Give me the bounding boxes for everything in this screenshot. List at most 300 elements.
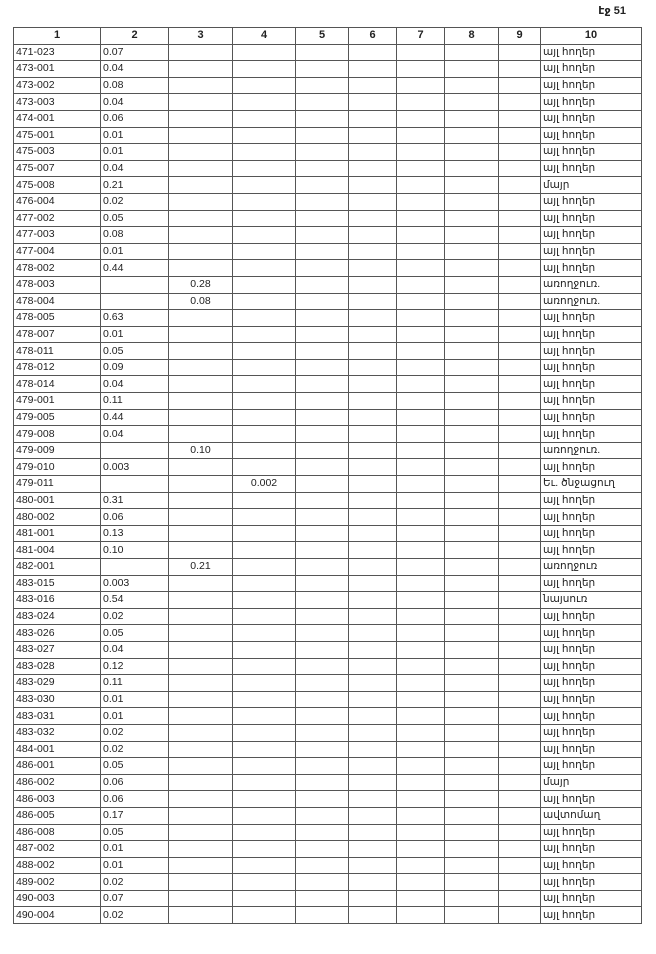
empty-cell [499,608,541,625]
cell-col-10: առողջուռ. [541,276,642,293]
cell-col-2 [101,476,169,493]
page-number: էջ 51 [598,5,626,17]
table-row [14,94,642,111]
cell-col-3 [169,890,233,907]
table-row [14,359,642,376]
cell-col-10: այլ հողեր [541,824,642,841]
cell-col-10: այլ հողեր [541,841,642,858]
empty-cell [296,658,349,675]
empty-cell [397,774,445,791]
header-row [14,28,642,45]
empty-cell [445,492,499,509]
empty-cell [397,376,445,393]
empty-cell [445,807,499,824]
empty-cell [397,741,445,758]
empty-cell [445,592,499,609]
empty-cell [349,160,397,177]
empty-cell [499,61,541,78]
cell-col-2: 0.04 [101,94,169,111]
cell-col-2: 0.003 [101,459,169,476]
empty-cell [397,227,445,244]
cell-col-1: 483-024 [14,608,101,625]
empty-cell [296,77,349,94]
empty-cell [397,144,445,161]
empty-cell [445,94,499,111]
empty-cell [499,807,541,824]
empty-cell [349,310,397,327]
empty-cell [349,61,397,78]
empty-cell [499,343,541,360]
empty-cell [445,874,499,891]
cell-col-10: այլ հողեր [541,758,642,775]
empty-cell [349,791,397,808]
empty-cell [349,77,397,94]
empty-cell [445,426,499,443]
empty-cell [296,94,349,111]
empty-cell [349,509,397,526]
empty-cell [499,824,541,841]
empty-cell [499,542,541,559]
cell-col-10: այլ հողեր [541,509,642,526]
table-row [14,791,642,808]
empty-cell [296,625,349,642]
empty-cell [499,741,541,758]
empty-cell [499,77,541,94]
table-row [14,691,642,708]
cell-col-10: այլ հողեր [541,691,642,708]
empty-cell [397,326,445,343]
cell-col-1: 490-003 [14,890,101,907]
empty-cell [397,492,445,509]
empty-cell [445,243,499,260]
column-header: 5 [296,28,349,45]
column-header: 7 [397,28,445,45]
cell-col-10: այլ հողեր [541,326,642,343]
empty-cell [499,774,541,791]
cell-col-2: 0.06 [101,110,169,127]
cell-col-2: 0.07 [101,890,169,907]
table-row [14,907,642,924]
empty-cell [397,260,445,277]
cell-col-4 [233,857,296,874]
cell-col-2 [101,442,169,459]
cell-col-10: նայսուռ [541,592,642,609]
empty-cell [296,807,349,824]
cell-col-4 [233,691,296,708]
cell-col-3 [169,708,233,725]
empty-cell [397,708,445,725]
cell-col-2: 0.63 [101,310,169,327]
cell-col-10: առողջուռ [541,559,642,576]
cell-col-10: այլ հողեր [541,61,642,78]
cell-col-3 [169,907,233,924]
cell-col-4 [233,592,296,609]
cell-col-4 [233,791,296,808]
empty-cell [445,177,499,194]
empty-cell [296,592,349,609]
table-row [14,758,642,775]
cell-col-1: 478-005 [14,310,101,327]
cell-col-4 [233,559,296,576]
empty-cell [445,608,499,625]
cell-col-10: այլ հողեր [541,310,642,327]
table-row [14,890,642,907]
empty-cell [296,857,349,874]
empty-cell [349,426,397,443]
cell-col-1: 489-002 [14,874,101,891]
cell-col-3 [169,874,233,891]
cell-col-2: 0.04 [101,641,169,658]
cell-col-4 [233,227,296,244]
cell-col-10: այլ հողեր [541,525,642,542]
empty-cell [397,393,445,410]
table-row [14,193,642,210]
cell-col-3: 0.08 [169,293,233,310]
cell-col-2: 0.02 [101,907,169,924]
cell-col-1: 483-027 [14,641,101,658]
empty-cell [349,210,397,227]
cell-col-2: 0.01 [101,326,169,343]
empty-cell [296,641,349,658]
empty-cell [296,44,349,61]
cell-col-3 [169,658,233,675]
column-header: 9 [499,28,541,45]
cell-col-1: 488-002 [14,857,101,874]
cell-col-2: 0.54 [101,592,169,609]
cell-col-2: 0.02 [101,608,169,625]
cell-col-10: այլ հողեր [541,77,642,94]
empty-cell [296,559,349,576]
cell-col-3 [169,61,233,78]
empty-cell [499,44,541,61]
cell-col-10: այլ հողեր [541,492,642,509]
cell-col-1: 486-001 [14,758,101,775]
table-row [14,708,642,725]
column-header: 3 [169,28,233,45]
cell-col-1: 477-003 [14,227,101,244]
empty-cell [397,44,445,61]
empty-cell [296,276,349,293]
empty-cell [296,243,349,260]
empty-cell [397,907,445,924]
empty-cell [397,243,445,260]
cell-col-10: առողջուռ. [541,293,642,310]
cell-col-4 [233,758,296,775]
cell-col-2: 0.13 [101,525,169,542]
table-row [14,641,642,658]
cell-col-4 [233,393,296,410]
cell-col-3 [169,592,233,609]
cell-col-1: 483-029 [14,675,101,692]
empty-cell [296,542,349,559]
empty-cell [349,260,397,277]
cell-col-3 [169,44,233,61]
cell-col-2: 0.01 [101,144,169,161]
cell-col-10: այլ հողեր [541,210,642,227]
cell-col-10: այլ հողեր [541,160,642,177]
empty-cell [499,260,541,277]
cell-col-3 [169,857,233,874]
cell-col-10: այլ հողեր [541,94,642,111]
cell-col-2: 0.04 [101,426,169,443]
empty-cell [499,575,541,592]
empty-cell [397,293,445,310]
empty-cell [499,227,541,244]
cell-col-2: 0.01 [101,708,169,725]
cell-col-2: 0.06 [101,774,169,791]
cell-col-1: 490-004 [14,907,101,924]
empty-cell [296,260,349,277]
cell-col-10: այլ հողեր [541,343,642,360]
cell-col-1: 478-003 [14,276,101,293]
cell-col-10: այլ հողեր [541,393,642,410]
table-row [14,724,642,741]
empty-cell [397,476,445,493]
cell-col-10: այլ հողեր [541,791,642,808]
cell-col-4 [233,741,296,758]
empty-cell [445,127,499,144]
empty-cell [296,326,349,343]
empty-cell [499,559,541,576]
empty-cell [349,94,397,111]
cell-col-1: 475-001 [14,127,101,144]
cell-col-3 [169,608,233,625]
cell-col-4 [233,160,296,177]
table-row [14,426,642,443]
empty-cell [349,907,397,924]
cell-col-3 [169,758,233,775]
empty-cell [349,575,397,592]
empty-cell [296,426,349,443]
empty-cell [397,675,445,692]
empty-cell [397,625,445,642]
cell-col-4 [233,210,296,227]
cell-col-4 [233,724,296,741]
empty-cell [349,359,397,376]
empty-cell [499,127,541,144]
empty-cell [499,492,541,509]
empty-cell [499,293,541,310]
empty-cell [445,61,499,78]
table-row [14,409,642,426]
cell-col-4: 0.002 [233,476,296,493]
empty-cell [349,177,397,194]
cell-col-2: 0.02 [101,193,169,210]
empty-cell [499,426,541,443]
cell-col-1: 479-008 [14,426,101,443]
empty-cell [349,857,397,874]
table-row [14,310,642,327]
empty-cell [349,807,397,824]
empty-cell [397,890,445,907]
empty-cell [445,144,499,161]
cell-col-2: 0.06 [101,791,169,808]
empty-cell [445,476,499,493]
cell-col-2 [101,293,169,310]
empty-cell [397,724,445,741]
cell-col-1: 478-014 [14,376,101,393]
empty-cell [499,310,541,327]
cell-col-1: 481-004 [14,542,101,559]
table-row [14,592,642,609]
empty-cell [445,575,499,592]
cell-col-10: այլ հողեր [541,144,642,161]
empty-cell [499,509,541,526]
empty-cell [349,625,397,642]
empty-cell [296,393,349,410]
cell-col-2: 0.01 [101,841,169,858]
cell-col-4 [233,94,296,111]
cell-col-10: այլ հողեր [541,857,642,874]
empty-cell [499,841,541,858]
empty-cell [397,841,445,858]
table-row [14,658,642,675]
empty-cell [445,774,499,791]
empty-cell [296,442,349,459]
empty-cell [499,459,541,476]
cell-col-3 [169,824,233,841]
cell-col-4 [233,525,296,542]
table-row [14,227,642,244]
empty-cell [499,625,541,642]
column-header: 6 [349,28,397,45]
empty-cell [445,907,499,924]
empty-cell [296,841,349,858]
cell-col-1: 478-004 [14,293,101,310]
empty-cell [349,476,397,493]
empty-cell [499,177,541,194]
cell-col-3 [169,509,233,526]
cell-col-1: 480-002 [14,509,101,526]
cell-col-4 [233,44,296,61]
cell-col-10: այլ հողեր [541,359,642,376]
empty-cell [349,824,397,841]
empty-cell [445,791,499,808]
empty-cell [445,276,499,293]
empty-cell [499,592,541,609]
empty-cell [445,293,499,310]
empty-cell [499,691,541,708]
cell-col-1: 486-002 [14,774,101,791]
cell-col-4 [233,492,296,509]
cell-col-2: 0.10 [101,542,169,559]
cell-col-3 [169,359,233,376]
cell-col-4 [233,127,296,144]
empty-cell [349,442,397,459]
empty-cell [296,476,349,493]
empty-cell [445,857,499,874]
empty-cell [349,409,397,426]
cell-col-10: այլ հողեր [541,542,642,559]
cell-col-2: 0.17 [101,807,169,824]
cell-col-4 [233,61,296,78]
cell-col-4 [233,177,296,194]
empty-cell [296,160,349,177]
cell-col-2: 0.02 [101,741,169,758]
empty-cell [445,343,499,360]
cell-col-10: այլ հողեր [541,409,642,426]
empty-cell [445,77,499,94]
table-row [14,575,642,592]
cell-col-4 [233,608,296,625]
table-row [14,243,642,260]
table-row [14,824,642,841]
cell-col-3 [169,575,233,592]
cell-col-1: 478-007 [14,326,101,343]
empty-cell [349,144,397,161]
cell-col-4 [233,807,296,824]
cell-col-1: 477-002 [14,210,101,227]
cell-col-4 [233,260,296,277]
cell-col-1: 471-023 [14,44,101,61]
cell-col-4 [233,442,296,459]
table-row [14,841,642,858]
cell-col-1: 483-015 [14,575,101,592]
cell-col-1: 484-001 [14,741,101,758]
empty-cell [445,44,499,61]
empty-cell [445,675,499,692]
cell-col-4 [233,824,296,841]
cell-col-1: 483-031 [14,708,101,725]
empty-cell [296,608,349,625]
empty-cell [445,442,499,459]
table-row [14,144,642,161]
empty-cell [349,525,397,542]
cell-col-4 [233,343,296,360]
table-row [14,509,642,526]
cell-col-3 [169,841,233,858]
column-header: 10 [541,28,642,45]
cell-col-10: մայր [541,177,642,194]
empty-cell [296,359,349,376]
cell-col-1: 483-016 [14,592,101,609]
empty-cell [397,542,445,559]
cell-col-3 [169,376,233,393]
cell-col-3 [169,724,233,741]
empty-cell [499,110,541,127]
empty-cell [499,874,541,891]
cell-col-10: այլ հողեր [541,708,642,725]
cell-col-10: այլ հողեր [541,907,642,924]
empty-cell [397,359,445,376]
table-row [14,276,642,293]
cell-col-3 [169,741,233,758]
empty-cell [445,210,499,227]
table-row [14,210,642,227]
empty-cell [349,559,397,576]
table-row [14,160,642,177]
empty-cell [445,260,499,277]
empty-cell [445,227,499,244]
empty-cell [397,61,445,78]
table-row [14,376,642,393]
empty-cell [296,890,349,907]
empty-cell [349,708,397,725]
cell-col-2 [101,559,169,576]
cell-col-4 [233,708,296,725]
cell-col-4 [233,509,296,526]
empty-cell [349,44,397,61]
cell-col-3 [169,476,233,493]
table-row [14,807,642,824]
empty-cell [349,774,397,791]
empty-cell [499,525,541,542]
cell-col-1: 475-003 [14,144,101,161]
cell-col-1: 479-009 [14,442,101,459]
cell-col-4 [233,542,296,559]
cell-col-10: այլ հողեր [541,641,642,658]
cell-col-1: 480-001 [14,492,101,509]
